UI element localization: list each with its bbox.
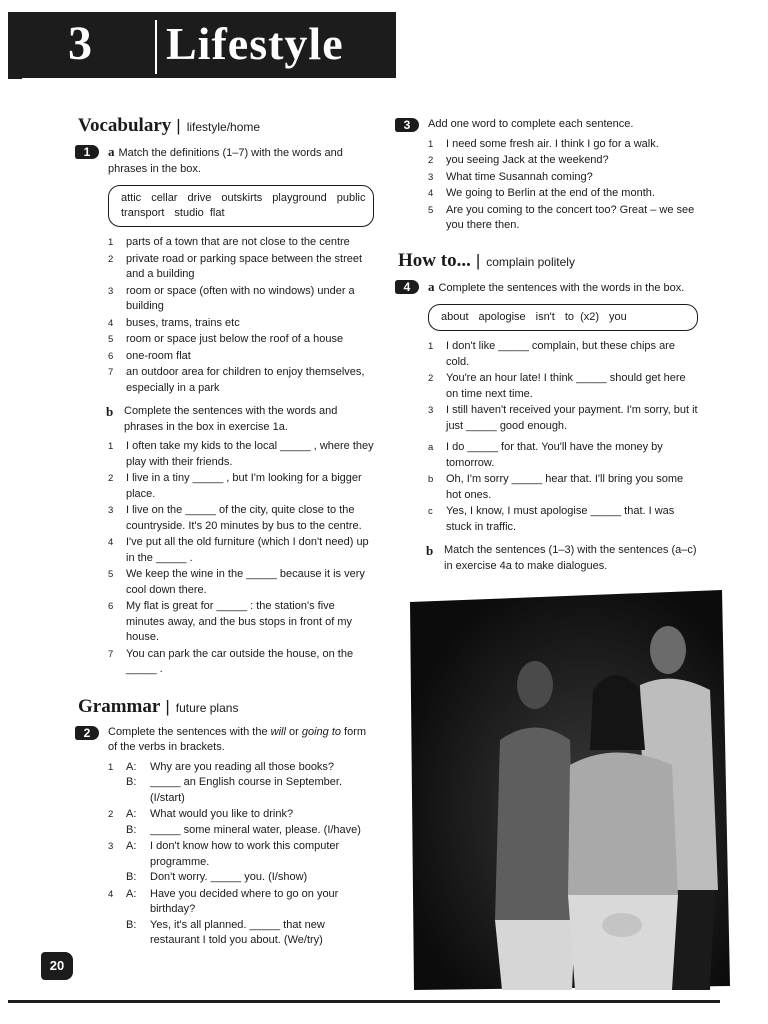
sentences-list-1b [78, 439, 374, 678]
speaker-label: A: [126, 840, 137, 852]
word-box-1 [108, 185, 374, 227]
definition-item [78, 332, 374, 348]
bottom-rule [8, 1000, 720, 1003]
item-text: I do _____ for that. You'll have the money by tomorrow. [446, 441, 663, 469]
item-number: 4 [108, 537, 114, 548]
sentence-item [398, 153, 698, 169]
responses-list [398, 440, 698, 535]
unit-title: Lifestyle [166, 18, 344, 69]
sentence-item [398, 203, 698, 234]
box-word: public transport [121, 192, 366, 219]
vocabulary-title: Vocabulary [78, 115, 172, 136]
box-word: apologise [478, 311, 526, 323]
complaint-item [398, 371, 698, 402]
ex2-text-pre: Complete the sentences with the [108, 725, 271, 738]
sentence-item [398, 186, 698, 202]
item-text: We keep the wine in the _____ because it is very cool down there. [126, 568, 365, 596]
exercise-letter-a: a [428, 278, 435, 294]
sentence-item [78, 535, 374, 566]
item-text: I often take my kids to the local _____ , where they play with their friends. [126, 440, 374, 468]
howto-subheading: complain politely [486, 254, 575, 269]
exercise-letter-a: a [108, 144, 115, 159]
speaker-label: A: [126, 887, 137, 900]
box-word: about [441, 311, 469, 323]
item-text: I need some fresh air. I think I go for a walk. [446, 137, 659, 150]
item-text: an outdoor area for children to enjoy themselves, especially in a park [126, 366, 365, 394]
item-text: buses, trams, trains etc [126, 316, 240, 329]
dialogue-text: Why are you reading all those books? [150, 760, 335, 773]
sentence-item [78, 567, 374, 598]
exercise-letter-b: b [106, 404, 114, 419]
dialogue-text: What would you like to drink? [150, 808, 294, 820]
left-column [78, 113, 374, 950]
item-text: You're an hour late! I think _____ should get here on time next time. [446, 372, 686, 400]
sentence-item [78, 599, 374, 646]
item-text: My flat is great for _____ : the station's five minutes away, and the bus stops in front of my house. [126, 600, 353, 643]
definition-item [78, 235, 374, 251]
item-number: 2 [428, 373, 434, 384]
item-number: 2 [108, 473, 114, 484]
heading-divider: | [475, 250, 481, 270]
box-word: outskirts [221, 192, 263, 204]
item-number: 3 [108, 505, 114, 516]
speaker-label: B: [126, 871, 137, 883]
grammar-subheading: future plans [175, 700, 239, 715]
box-word: isn't [535, 311, 555, 323]
response-item [398, 504, 698, 535]
item-text: parts of a town that are not close to the centre [126, 236, 350, 248]
item-number: 3 [108, 841, 114, 852]
sentence-item [78, 503, 374, 534]
item-number: 6 [108, 601, 114, 612]
speaker-label: B: [126, 823, 137, 836]
item-number: 6 [108, 350, 114, 362]
item-text: I still haven't received your payment. I'm sorry, but it just _____ good enough. [446, 404, 698, 432]
exercise-1a-instruction [78, 144, 374, 177]
box-word: attic [121, 192, 142, 204]
word-box-4 [428, 304, 698, 331]
dialogue-line-b [126, 823, 374, 839]
item-text: I live in a tiny _____ , but I'm looking for a bigger place. [126, 472, 362, 500]
definition-item [78, 316, 374, 332]
definition-item [78, 365, 374, 396]
exercise-badge-1: 1 [75, 145, 99, 159]
howto-heading [398, 248, 698, 275]
dialogue-item [78, 760, 374, 807]
item-text: I live on the _____ of the city, quite close to the countryside. It's 20 minutes by bus to the centre. [126, 504, 362, 532]
item-number: 1 [428, 138, 434, 150]
dialogue-item [78, 839, 374, 886]
dialogue-line-a [126, 887, 374, 918]
exercise-3-text: Add one word to complete each sentence. [428, 118, 634, 130]
speaker-label: A: [126, 760, 137, 773]
item-number: 1 [108, 237, 114, 248]
dialogue-text: _____ an English course in September. (I/start) [150, 776, 343, 804]
definition-item [78, 252, 374, 283]
item-number: 3 [108, 285, 114, 297]
dialogue-line-b [126, 775, 374, 806]
item-text: Are you coming to the concert too? Great – we see you there then. [446, 203, 695, 231]
exercise-4b-text: Match the sentences (1–3) with the sentences (a–c) in exercise 4a to make dialogues. [444, 544, 697, 572]
definition-item [78, 284, 374, 315]
speaker-label: B: [126, 776, 137, 788]
item-number: 2 [428, 155, 434, 166]
heading-divider: | [176, 116, 181, 135]
item-text: You can park the car outside the house, on the _____ . [126, 647, 354, 675]
item-text: I don't like _____ complain, but these chips are cold. [446, 340, 675, 368]
item-number: 5 [108, 334, 114, 345]
dialogue-line-b [126, 918, 374, 949]
item-text: Yes, I know, I must apologise _____ that. I was stuck in traffic. [446, 505, 675, 533]
exercise-3-list [398, 137, 698, 234]
item-text: one-room flat [126, 349, 191, 362]
definitions-list [78, 235, 374, 396]
item-text: Oh, I'm sorry _____ hear that. I'll bring you some hot ones. [446, 473, 684, 501]
exercise-1b-text: Complete the sentences with the words and phrases in the box in exercise 1a. [124, 405, 338, 433]
sentence-item [398, 170, 698, 186]
ex2-text-post: form of the verbs in brackets. [108, 725, 367, 753]
complaint-item [398, 403, 698, 434]
dialogue-item [78, 807, 374, 838]
box-word: to (x2) [564, 311, 600, 323]
response-item [398, 440, 698, 471]
box-word: cellar [151, 192, 178, 204]
box-word: studio flat [174, 207, 225, 219]
item-number: a [428, 442, 434, 453]
item-text: room or space (often with no windows) under a building [126, 284, 355, 312]
exercise-letter-b: b [426, 543, 434, 558]
item-text: you seeing Jack at the weekend? [446, 154, 609, 166]
definition-item [78, 349, 374, 365]
item-text: private road or parking space between the street and a building [126, 252, 363, 280]
item-text: What time Susannah coming? [446, 170, 593, 183]
exercise-3-instruction [398, 117, 698, 133]
item-number: 4 [108, 317, 114, 329]
sentence-item [398, 137, 698, 153]
item-number: 1 [428, 341, 434, 352]
exercise-1b-instruction [108, 404, 374, 435]
item-number: 2 [108, 809, 114, 820]
ex2-text-or: or [285, 725, 302, 738]
speaker-label: A: [126, 808, 137, 820]
complaint-item [398, 339, 698, 370]
dialogue-item [78, 887, 374, 949]
exercise-2-instruction [78, 725, 374, 756]
item-number: 3 [428, 405, 434, 416]
speaker-label: B: [126, 918, 137, 931]
item-number: 2 [108, 253, 114, 265]
exercise-badge-4: 4 [395, 280, 419, 294]
dialogue-line-a [126, 839, 374, 870]
dialogue-text: Don't worry. _____ you. (I/show) [150, 871, 308, 883]
right-column [398, 113, 698, 574]
item-number: 5 [428, 204, 434, 216]
complaints-list [398, 339, 698, 434]
heading-divider: | [165, 696, 170, 716]
item-number: 1 [108, 441, 114, 452]
exercise-4b-instruction [428, 543, 698, 574]
exercise-badge-3: 3 [395, 118, 419, 132]
page-number: 20 [41, 952, 73, 980]
item-number: 5 [108, 569, 114, 580]
item-number: 7 [108, 367, 114, 378]
dialogue-text: _____ some mineral water, please. (I/have) [150, 823, 361, 836]
ex2-text-going: going to [301, 725, 341, 738]
item-text: We going to Berlin at the end of the month. [446, 187, 655, 199]
dialogue-line-a [126, 807, 374, 823]
item-number: 7 [108, 648, 114, 660]
item-number: 4 [428, 188, 434, 199]
item-number: 4 [108, 888, 114, 900]
box-word: drive [187, 192, 212, 204]
exercise-4a-instruction [398, 279, 698, 297]
grammar-heading [78, 694, 374, 721]
item-text: room or space just below the roof of a house [126, 333, 344, 345]
exercise-4a-text: Complete the sentences with the words in the box. [438, 281, 685, 294]
unit-banner [8, 12, 396, 78]
dialogue-text: I don't know how to work this computer programme. [150, 840, 340, 868]
grammar-title: Grammar [78, 695, 161, 717]
dialogue-text: Yes, it's all planned. _____ that new restaurant I told you about. (We/try) [150, 918, 325, 946]
dialogue-list [78, 760, 374, 949]
box-word: you [609, 311, 627, 323]
item-text: I've put all the old furniture (which I don't need) up in the _____ . [126, 536, 369, 564]
item-number: c [428, 506, 433, 517]
ex2-text-will: will [270, 725, 286, 738]
box-word: playground [272, 192, 327, 204]
vocabulary-heading [78, 113, 374, 140]
banner-divider [155, 20, 157, 74]
exercise-badge-2: 2 [75, 726, 99, 740]
sentence-item [78, 647, 374, 678]
howto-title: How to... [398, 249, 471, 271]
photo-three-people [410, 590, 730, 990]
sentence-item [78, 439, 374, 470]
dialogue-text: Have you decided where to go on your birthday? [150, 887, 339, 915]
exercise-1a-text: Match the definitions (1–7) with the words and phrases in the box. [108, 147, 343, 175]
item-number: b [428, 474, 434, 485]
banner-foot [8, 70, 22, 79]
vocabulary-subheading: lifestyle/home [186, 120, 261, 134]
response-item [398, 472, 698, 503]
dialogue-line-b [126, 870, 374, 886]
unit-number: 3 [68, 17, 92, 70]
sentence-item [78, 471, 374, 502]
item-number: 1 [108, 761, 114, 773]
item-number: 3 [428, 171, 434, 183]
dialogue-line-a [126, 760, 374, 776]
